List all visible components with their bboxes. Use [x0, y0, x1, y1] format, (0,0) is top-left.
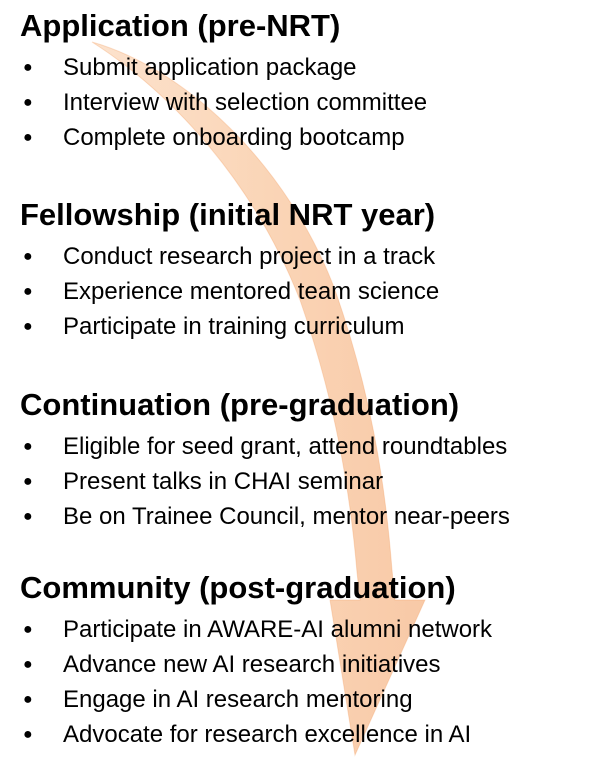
bullet-icon: ● — [23, 620, 33, 638]
stage-fellowship — [20, 197, 600, 344]
list-item — [20, 612, 600, 647]
bullet-icon: ● — [23, 655, 33, 673]
list-item — [20, 464, 600, 499]
stage-items — [20, 612, 600, 752]
bullet-icon: ● — [23, 437, 33, 455]
list-item — [20, 85, 600, 120]
bullet-icon: ● — [23, 128, 33, 146]
stage-community — [20, 570, 600, 752]
item-text: Present talks in CHAI seminar — [63, 467, 384, 495]
list-item — [20, 717, 600, 752]
item-text: Engage in AI research mentoring — [63, 685, 413, 713]
bullet-icon: ● — [23, 93, 33, 111]
bullet-icon: ● — [23, 507, 33, 525]
list-item — [20, 682, 600, 717]
stage-title: Continuation (pre-graduation) — [20, 387, 460, 422]
stage-items — [20, 239, 600, 344]
stage-continuation — [20, 387, 600, 534]
item-text: Experience mentored team science — [63, 277, 440, 305]
list-item — [20, 120, 600, 155]
bullet-icon: ● — [23, 247, 33, 265]
item-text: Participate in training curriculum — [63, 312, 405, 340]
list-item — [20, 239, 600, 274]
stage-application — [20, 8, 600, 155]
bullet-icon: ● — [23, 317, 33, 335]
stage-items — [20, 50, 600, 155]
stage-items — [20, 429, 600, 534]
bullet-icon: ● — [23, 690, 33, 708]
bullet-icon: ● — [23, 725, 33, 743]
list-item — [20, 309, 600, 344]
item-text: Complete onboarding bootcamp — [63, 123, 405, 151]
list-item — [20, 429, 600, 464]
item-text: Interview with selection committee — [63, 88, 428, 116]
bullet-icon: ● — [23, 58, 33, 76]
stage-title: Community (post-graduation) — [20, 570, 456, 605]
list-item — [20, 499, 600, 534]
item-text: Participate in AWARE-AI alumni network — [63, 615, 493, 643]
bullet-icon: ● — [23, 472, 33, 490]
stage-title: Fellowship (initial NRT year) — [20, 197, 436, 232]
list-item — [20, 274, 600, 309]
bullet-icon: ● — [23, 282, 33, 300]
list-item — [20, 50, 600, 85]
item-text: Advance new AI research initiatives — [63, 650, 441, 678]
item-text: Conduct research project in a track — [63, 242, 436, 270]
item-text: Be on Trainee Council, mentor near-peers — [63, 502, 510, 530]
item-text: Advocate for research excellence in AI — [63, 720, 472, 748]
stage-title: Application (pre-NRT) — [20, 8, 341, 43]
item-text: Submit application package — [63, 53, 357, 81]
list-item — [20, 647, 600, 682]
item-text: Eligible for seed grant, attend roundtables — [63, 432, 508, 460]
